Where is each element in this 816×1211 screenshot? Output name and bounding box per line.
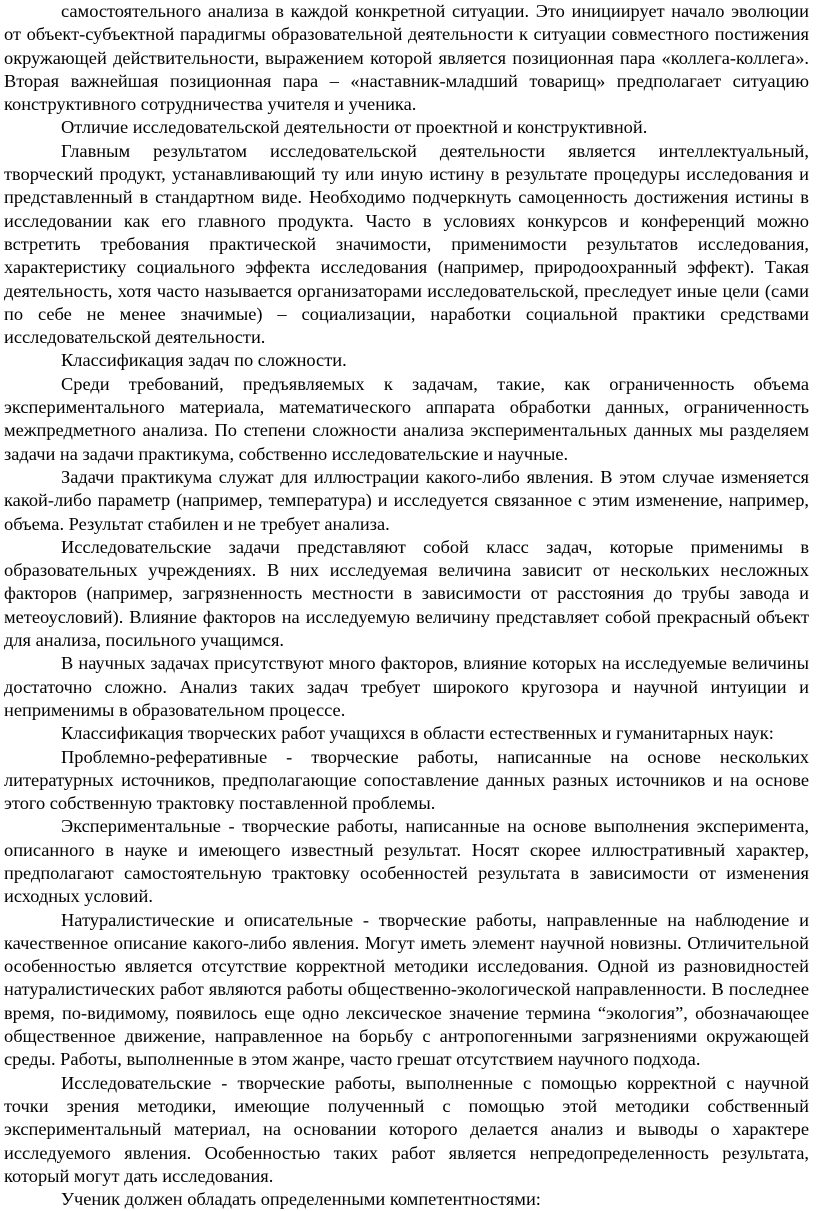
paragraph-experimental: Экспериментальные - творческие работы, написанные на основе выполнения эксперимента, описанного в науке и имеющего известный результат. Носят скорее иллюстративный характер, предполагают самостоятельную трактовку особенностей результата в зависимости от изменения исходных условий. — [4, 816, 809, 907]
paragraph-problem-abstract: Проблемно-реферативные - творческие работы, написанные на основе нескольких литературных источников, предполагающие сопоставление данных разных источников и на основе этого собственную трактовку поставленной проблемы. — [4, 746, 809, 814]
paragraph-practicum-tasks: Задачи практикума служат для иллюстрации какого-либо явления. В этом случае изменяется какой-либо параметр (например, температура) и исследуется связанное с этим изменение, например, объема. Результат стабилен и не требует анализа. — [4, 466, 809, 534]
paragraph-heading-task-classification: Классификация задач по сложности. — [61, 350, 347, 371]
paragraph-main-result: Главным результатом исследовательской деятельности является интеллектуальный, творческий продукт, устанавливающий ту или иную истину в результате процедуры исследования и представленный в стандартном виде. Необходимо подчеркнуть самоценность достижения истины в исследовании как его главного продукта. Часто в условиях конкурсов и конференций можно встретить требования практической значимости, применимости результатов исследования, характеристику социального эффекта исследования (например, природоохранный эффект). Такая деятельность, хотя часто называется организаторами исследовательской, преследует иные цели (сами по себе не менее значимые) – социализации, наработки социальной практики средствами исследовательской деятельности. — [4, 140, 809, 348]
paragraph-research-works: Исследовательские - творческие работы, выполненные с помощью корректной с научной точки зрения методики, имеющие полученный с помощью этой методики собственный экспериментальный материал, на основании которого делается анализ и выводы о характере исследуемого явления. Особенностью таких работ является непредопределенность результата, который могут дать исследования. — [4, 1072, 809, 1186]
paragraph-competencies: Ученик должен обладать определенными компетентностями: — [61, 1189, 541, 1210]
paragraph-heading-creative-works: Классификация творческих работ учащихся в области естественных и гуманитарных наук: — [61, 723, 774, 744]
paragraph-continuation: самостоятельного анализа в каждой конкретной ситуации. Это инициирует начало эволюции от объект-субъектной парадигмы образовательной деятельности к ситуации совместного постижения окружающей действительности, выражением которой является позиционная пара «коллега-коллега». Вторая важнейшая позиционная пара – «наставник-младший товарищ» предполагает ситуацию конструктивного сотрудничества учителя и ученика. — [4, 1, 809, 115]
paragraph-research-tasks: Исследовательские задачи представляют собой класс задач, которые применимы в образовательных учреждениях. В них исследуемая величина зависит от нескольких несложных факторов (например, загрязненность местности в зависимости от расстояния до трубы завода и метеоусловий). Влияние факторов на исследуемую величину представляет собой прекрасный объект для анализа, посильного учащимся. — [4, 536, 809, 651]
paragraph-naturalistic: Натуралистические и описательные - творческие работы, направленные на наблюдение и качественное описание какого-либо явления. Могут иметь элемент научной новизны. Отличительной особенностью является отсутствие корректной методики исследования. Одной из разновидностей натуралистических работ являются работы общественно-экологической направленности. В последнее время, по-видимому, появилось еще одно лексическое значение термина “экология”, обозначающее общественное движение, направленное на борьбу с антропогенными загрязнениями окружающей среды. Работы, выполненные в этом жанре, часто грешат отсутствием научного подхода. — [4, 909, 809, 1070]
paragraph-scientific-tasks: В научных задачах присутствуют много факторов, влияние которых на исследуемые величины достаточно сложно. Анализ таких задач требует широкого кругозора и научной интуиции и неприменимы в образовательном процессе. — [4, 653, 809, 720]
paragraph-task-requirements: Среди требований, предъявляемых к задачам, такие, как ограниченность объема экспериментального материала, математического аппарата обработки данных, ограниченность межпредметного анализа. По степени сложности анализа экспериментальных данных мы разделяем задачи на задачи практикума, собственно исследовательские и научные. — [4, 373, 809, 464]
paragraph-heading-difference: Отличие исследовательской деятельности от проектной и конструктивной. — [61, 117, 648, 138]
